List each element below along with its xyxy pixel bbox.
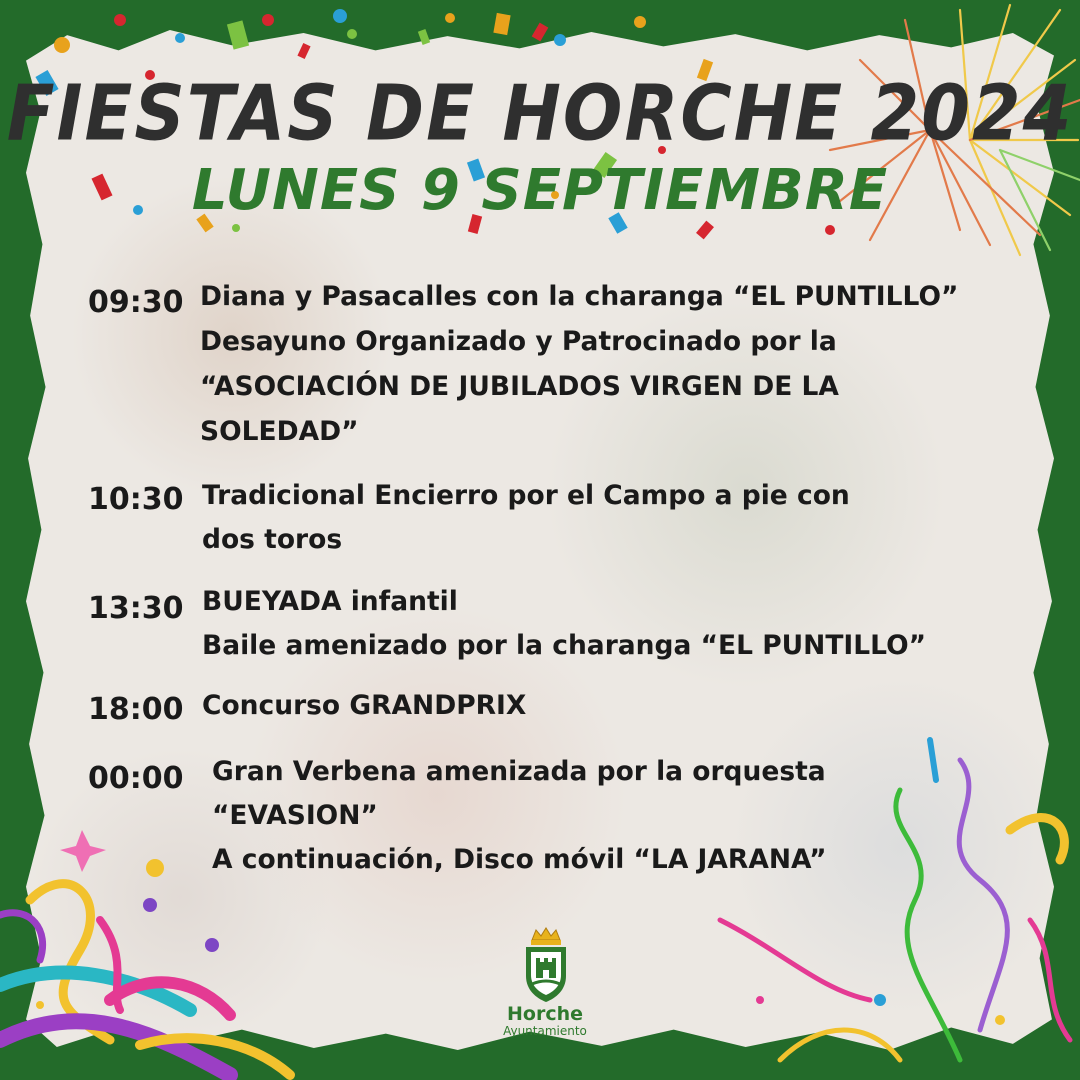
- town-crest-icon: [518, 926, 574, 1006]
- schedule-line: dos toros: [202, 524, 343, 555]
- schedule-line: A continuación, Disco móvil “LA JARANA”: [212, 844, 827, 875]
- schedule-time: 10:30: [88, 482, 184, 517]
- poster-subtitle: LUNES 9 SEPTIEMBRE: [191, 158, 889, 223]
- schedule-line: Gran Verbena amenizada por la orquesta: [212, 756, 826, 787]
- schedule-line: “EVASION”: [212, 800, 378, 831]
- schedule-line: “ASOCIACIÓN DE JUBILADOS VIRGEN DE LA: [200, 371, 839, 402]
- schedule-time: 09:30: [88, 285, 184, 320]
- brand-name: Horche: [507, 1003, 583, 1025]
- schedule-time: 00:00: [88, 761, 184, 796]
- schedule-time: 18:00: [88, 692, 184, 727]
- schedule-line: BUEYADA infantil: [202, 586, 458, 617]
- brand-subtitle: Ayuntamiento: [503, 1024, 587, 1038]
- schedule-line: Diana y Pasacalles con la charanga “EL PUNTILLO”: [200, 281, 959, 312]
- poster-title: FIESTAS DE HORCHE 2024: [6, 67, 1074, 159]
- schedule-time: 13:30: [88, 591, 184, 626]
- schedule-line: SOLEDAD”: [200, 416, 359, 447]
- schedule-line: Concurso GRANDPRIX: [202, 690, 527, 721]
- schedule-line: Baile amenizado por la charanga “EL PUNTILLO”: [202, 630, 927, 661]
- schedule-line: Desayuno Organizado y Patrocinado por la: [200, 326, 837, 357]
- schedule-line: Tradicional Encierro por el Campo a pie con: [202, 480, 850, 511]
